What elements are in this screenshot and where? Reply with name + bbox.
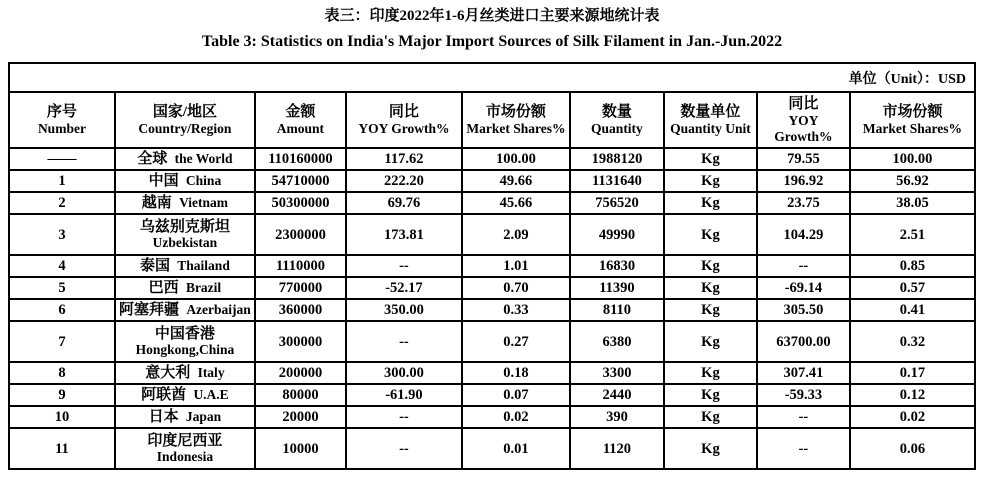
row-number-cell: 4 — [9, 255, 115, 277]
col-label-en: YOY Growth% — [358, 120, 450, 136]
yoy-growth-cell: -52.17 — [346, 277, 462, 299]
row-number-cell: 2 — [9, 192, 115, 214]
country-name-en: Brazil — [185, 280, 222, 295]
country-cell — [115, 428, 255, 469]
market-share-cell: 0.18 — [462, 362, 570, 384]
country-cell — [115, 148, 255, 170]
quantity-yoy-growth-cell: -69.14 — [757, 277, 850, 299]
quantity-market-share-cell: 0.12 — [850, 384, 975, 406]
quantity-yoy-growth-cell: 196.92 — [757, 170, 850, 192]
quantity-unit-cell: Kg — [664, 299, 757, 321]
yoy-growth-cell: -- — [346, 321, 462, 362]
quantity-yoy-growth-cell: 104.29 — [757, 214, 850, 255]
col-header-quantity-yoy-growth — [757, 92, 850, 148]
country-name-en: U.A.E — [193, 387, 229, 402]
quantity-unit-cell: Kg — [664, 384, 757, 406]
quantity-cell: 1988120 — [570, 148, 664, 170]
country-cell — [115, 362, 255, 384]
row-number-cell: 9 — [9, 384, 115, 406]
market-share-cell: 0.02 — [462, 406, 570, 428]
col-label-en: Number — [37, 120, 86, 136]
country-name-zh: 阿塞拜疆 — [119, 302, 180, 318]
country-cell — [115, 277, 255, 299]
unit-row — [9, 63, 975, 92]
country-name-en: the World — [174, 151, 233, 166]
col-header-amount — [255, 92, 346, 148]
unit-note: 单位（Unit）：USD — [9, 63, 975, 92]
amount-cell: 2300000 — [255, 214, 346, 255]
quantity-yoy-growth-cell: 305.50 — [757, 299, 850, 321]
quantity-yoy-growth-cell: 307.41 — [757, 362, 850, 384]
yoy-growth-cell: -- — [346, 428, 462, 469]
quantity-unit-cell: Kg — [664, 277, 757, 299]
quantity-market-share-cell: 56.92 — [850, 170, 975, 192]
country-cell — [115, 321, 255, 362]
yoy-growth-cell: 173.81 — [346, 214, 462, 255]
table-body — [9, 148, 975, 469]
amount-cell: 770000 — [255, 277, 346, 299]
quantity-yoy-growth-cell: 79.55 — [757, 148, 850, 170]
quantity-cell: 756520 — [570, 192, 664, 214]
market-share-cell: 0.07 — [462, 384, 570, 406]
quantity-unit-cell: Kg — [664, 148, 757, 170]
amount-cell: 54710000 — [255, 170, 346, 192]
country-name-en: Thailand — [177, 258, 230, 273]
amount-cell: 50300000 — [255, 192, 346, 214]
col-label-en: Amount — [276, 120, 325, 136]
quantity-cell: 16830 — [570, 255, 664, 277]
amount-cell: 1110000 — [255, 255, 346, 277]
table-row — [9, 214, 975, 255]
quantity-market-share-cell: 0.57 — [850, 277, 975, 299]
table-row — [9, 362, 975, 384]
market-share-cell: 0.01 — [462, 428, 570, 469]
col-label-zh: 金额 — [285, 103, 316, 120]
table-row — [9, 255, 975, 277]
col-header-quantity-unit — [664, 92, 757, 148]
col-label-zh: 数量 — [601, 103, 632, 120]
quantity-unit-cell: Kg — [664, 214, 757, 255]
country-name-zh: 全球 — [137, 151, 168, 167]
country-name-zh: 乌兹别克斯坦 — [139, 218, 230, 235]
statistics-table — [8, 62, 976, 470]
country-name-zh: 阿联酋 — [141, 387, 187, 403]
col-label-en: YOY — [788, 112, 819, 128]
col-label-zh: 同比 — [388, 103, 419, 120]
col-label-zh: 市场份额 — [882, 103, 943, 120]
market-share-cell: 100.00 — [462, 148, 570, 170]
col-label-en: Quantity Unit — [670, 120, 751, 136]
country-name-zh: 越南 — [141, 195, 172, 211]
quantity-unit-cell: Kg — [664, 406, 757, 428]
country-name-en: Hongkong,China — [135, 341, 235, 357]
country-name-en: Indonesia — [156, 448, 214, 464]
row-number-cell: —— — [9, 148, 115, 170]
amount-cell: 300000 — [255, 321, 346, 362]
country-cell — [115, 192, 255, 214]
market-share-cell: 0.33 — [462, 299, 570, 321]
col-label-zh: 数量单位 — [680, 103, 741, 120]
row-number-cell: 11 — [9, 428, 115, 469]
country-cell — [115, 299, 255, 321]
amount-cell: 20000 — [255, 406, 346, 428]
quantity-yoy-growth-cell: -59.33 — [757, 384, 850, 406]
quantity-market-share-cell: 0.41 — [850, 299, 975, 321]
col-header-quantity-market-share — [850, 92, 975, 148]
quantity-yoy-growth-cell: -- — [757, 406, 850, 428]
table-title-zh: 表三：印度2022年1-6月丝类进口主要来源地统计表 — [324, 8, 660, 24]
table-row — [9, 428, 975, 469]
quantity-unit-cell: Kg — [664, 192, 757, 214]
quantity-yoy-growth-cell: -- — [757, 428, 850, 469]
row-number-cell: 6 — [9, 299, 115, 321]
yoy-growth-cell: 222.20 — [346, 170, 462, 192]
table-row — [9, 406, 975, 428]
col-header-number — [9, 92, 115, 148]
country-name-zh: 意大利 — [145, 365, 191, 381]
quantity-unit-cell: Kg — [664, 428, 757, 469]
quantity-unit-cell: Kg — [664, 255, 757, 277]
market-share-cell: 1.01 — [462, 255, 570, 277]
row-number-cell: 5 — [9, 277, 115, 299]
amount-cell: 110160000 — [255, 148, 346, 170]
quantity-unit-cell: Kg — [664, 170, 757, 192]
col-label-en2: Growth% — [774, 128, 833, 144]
quantity-cell: 390 — [570, 406, 664, 428]
col-header-yoy-growth — [346, 92, 462, 148]
quantity-unit-cell: Kg — [664, 362, 757, 384]
country-cell — [115, 384, 255, 406]
table-row — [9, 170, 975, 192]
table-row — [9, 299, 975, 321]
country-name-en: Azerbaijan — [186, 302, 251, 317]
row-number-cell: 8 — [9, 362, 115, 384]
yoy-growth-cell: 300.00 — [346, 362, 462, 384]
quantity-cell: 3300 — [570, 362, 664, 384]
quantity-cell: 1120 — [570, 428, 664, 469]
market-share-cell: 0.70 — [462, 277, 570, 299]
amount-cell: 10000 — [255, 428, 346, 469]
market-share-cell: 2.09 — [462, 214, 570, 255]
quantity-market-share-cell: 100.00 — [850, 148, 975, 170]
country-name-zh: 中国 — [148, 173, 179, 189]
col-label-zh: 序号 — [46, 103, 77, 120]
yoy-growth-cell: -- — [346, 255, 462, 277]
country-cell — [115, 255, 255, 277]
quantity-market-share-cell: 0.02 — [850, 406, 975, 428]
table-row — [9, 148, 975, 170]
quantity-yoy-growth-cell: 63700.00 — [757, 321, 850, 362]
quantity-cell: 2440 — [570, 384, 664, 406]
quantity-market-share-cell: 38.05 — [850, 192, 975, 214]
country-cell — [115, 214, 255, 255]
col-label-zh: 市场份额 — [485, 103, 546, 120]
market-share-cell: 49.66 — [462, 170, 570, 192]
col-label-en: Country/Region — [138, 120, 232, 136]
col-header-country — [115, 92, 255, 148]
country-name-zh: 泰国 — [140, 258, 171, 274]
amount-cell: 360000 — [255, 299, 346, 321]
quantity-market-share-cell: 0.06 — [850, 428, 975, 469]
yoy-growth-cell: 350.00 — [346, 299, 462, 321]
country-cell — [115, 406, 255, 428]
quantity-cell: 49990 — [570, 214, 664, 255]
row-number-cell: 7 — [9, 321, 115, 362]
col-label-en: Quantity — [591, 120, 643, 136]
row-number-cell: 3 — [9, 214, 115, 255]
quantity-yoy-growth-cell: -- — [757, 255, 850, 277]
quantity-market-share-cell: 0.17 — [850, 362, 975, 384]
country-name-en: Uzbekistan — [152, 234, 218, 250]
market-share-cell: 0.27 — [462, 321, 570, 362]
col-header-market-share — [462, 92, 570, 148]
yoy-growth-cell: -- — [346, 406, 462, 428]
quantity-cell: 8110 — [570, 299, 664, 321]
table-row — [9, 277, 975, 299]
col-label-en: Market Shares% — [466, 120, 566, 136]
yoy-growth-cell: 69.76 — [346, 192, 462, 214]
country-name-en: Italy — [197, 365, 225, 380]
col-label-en: Market Shares% — [862, 120, 963, 136]
amount-cell: 200000 — [255, 362, 346, 384]
quantity-cell: 11390 — [570, 277, 664, 299]
table-row — [9, 384, 975, 406]
country-name-zh: 中国香港 — [154, 325, 215, 342]
market-share-cell: 45.66 — [462, 192, 570, 214]
col-header-quantity — [570, 92, 664, 148]
table-title-en: Table 3: Statistics on India's Major Import Sources of Silk Filament in Jan.-Jun.2022 — [201, 33, 783, 50]
yoy-growth-cell: -61.90 — [346, 384, 462, 406]
quantity-market-share-cell: 0.85 — [850, 255, 975, 277]
quantity-yoy-growth-cell: 23.75 — [757, 192, 850, 214]
country-cell — [115, 170, 255, 192]
country-name-zh: 巴西 — [148, 280, 179, 296]
country-name-zh: 印度尼西亚 — [147, 432, 223, 449]
quantity-cell: 6380 — [570, 321, 664, 362]
header-row — [9, 92, 975, 148]
row-number-cell: 1 — [9, 170, 115, 192]
country-name-en: Japan — [185, 409, 222, 424]
row-number-cell: 10 — [9, 406, 115, 428]
table-row — [9, 192, 975, 214]
yoy-growth-cell: 117.62 — [346, 148, 462, 170]
quantity-cell: 1131640 — [570, 170, 664, 192]
quantity-unit-cell: Kg — [664, 321, 757, 362]
col-label-zh: 国家/地区 — [152, 103, 218, 120]
col-label-zh: 同比 — [788, 95, 819, 112]
country-name-zh: 日本 — [148, 409, 179, 425]
country-name-en: Vietnam — [179, 195, 229, 210]
amount-cell: 80000 — [255, 384, 346, 406]
table-row — [9, 321, 975, 362]
quantity-market-share-cell: 0.32 — [850, 321, 975, 362]
quantity-market-share-cell: 2.51 — [850, 214, 975, 255]
country-name-en: China — [185, 173, 222, 188]
